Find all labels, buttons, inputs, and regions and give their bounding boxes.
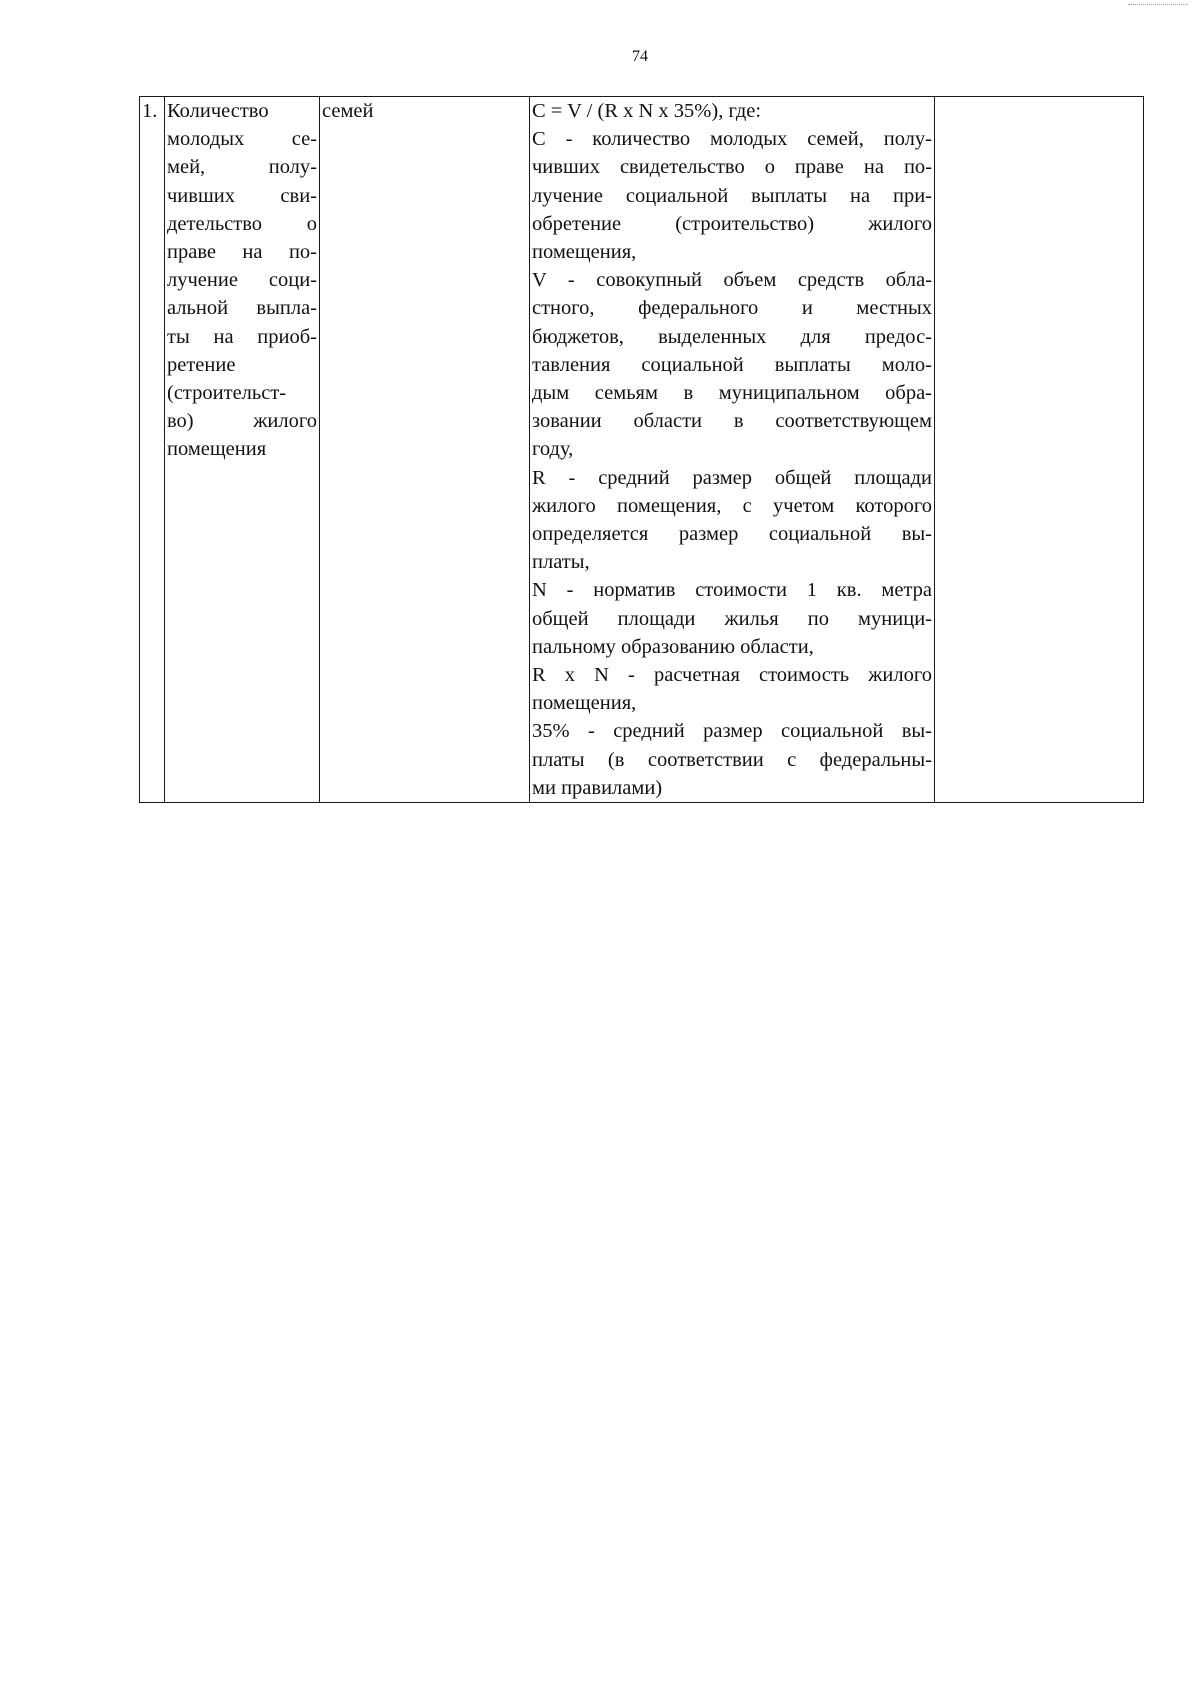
formula-line: C - количество молодых семей, полу-	[532, 128, 932, 151]
row-index-cell	[140, 97, 165, 803]
unit-label: семей	[322, 100, 374, 122]
formula-line: стного, федерального и местных	[532, 297, 932, 320]
indicator-name-line: помещения	[167, 438, 267, 461]
formula-line: помещения,	[532, 692, 637, 715]
formula-line: обретение (строительство) жилого	[532, 212, 932, 235]
formula-line: лучение социальной выплаты на при-	[532, 184, 932, 207]
indicator-name-line: Количество	[167, 100, 269, 122]
formula-cell	[530, 97, 935, 803]
indicator-name-line: ты на приоб-	[167, 325, 317, 348]
formula-line: тавления социальной выплаты моло-	[532, 353, 932, 376]
formula-line: дым семьям в муниципальном обра-	[532, 382, 932, 405]
indicator-name-line: молодых се-	[167, 128, 317, 151]
indicator-name-line: мей, полу-	[167, 156, 317, 179]
formula-line: бюджетов, выделенных для предос-	[532, 325, 932, 348]
top-right-scan-mark	[1128, 0, 1188, 5]
formula-line: общей площади жилья по муници-	[532, 607, 932, 630]
page-number: 74	[632, 48, 648, 65]
formula-line: N - норматив стоимости 1 кв. метра	[532, 579, 932, 602]
indicator-table	[139, 96, 1144, 803]
formula-line: R x N - расчетная стоимость жилого	[532, 664, 932, 687]
table-row	[140, 97, 1144, 803]
formula-line: определяется размер социальной вы-	[532, 523, 932, 546]
indicator-name-cell	[165, 97, 320, 803]
formula-line: помещения,	[532, 241, 637, 264]
indicator-name-line: альной выпла-	[167, 297, 317, 320]
unit-cell	[320, 97, 530, 803]
formula-line: жилого помещения, с учетом которого	[532, 494, 932, 517]
indicator-name-line: ретение	[167, 353, 236, 376]
formula-line: платы,	[532, 551, 590, 574]
formula-line: ми правилами)	[532, 776, 663, 799]
indicator-name-line: детельство о	[167, 212, 317, 235]
indicator-name-line: во) жилого	[167, 410, 317, 433]
formula-line: зовании области в соответствующем	[532, 410, 932, 433]
indicator-name-line: чивших сви-	[167, 184, 317, 207]
formula-line: R - средний размер общей площади	[532, 466, 932, 489]
formula-description	[532, 97, 932, 802]
indicator-name-line: лучение соци-	[167, 269, 317, 292]
indicator-name-line: (строительст-	[167, 382, 287, 405]
formula-line: пальному образованию области,	[532, 635, 814, 658]
row-index: 1.	[142, 100, 158, 122]
indicator-name-line: праве на по-	[167, 241, 317, 264]
formula-line: 35% - средний размер социальной вы-	[532, 720, 932, 743]
formula-line: платы (в соответствии с федеральны-	[532, 748, 932, 771]
formula-line: V - совокупный объем средств обла-	[532, 269, 932, 292]
indicator-name	[167, 97, 317, 464]
formula-line: чивших свидетельство о праве на по-	[532, 156, 932, 179]
formula-line: году,	[532, 438, 574, 461]
source-cell	[935, 97, 1144, 803]
formula-line: C = V / (R x N x 35%), где:	[532, 100, 762, 122]
